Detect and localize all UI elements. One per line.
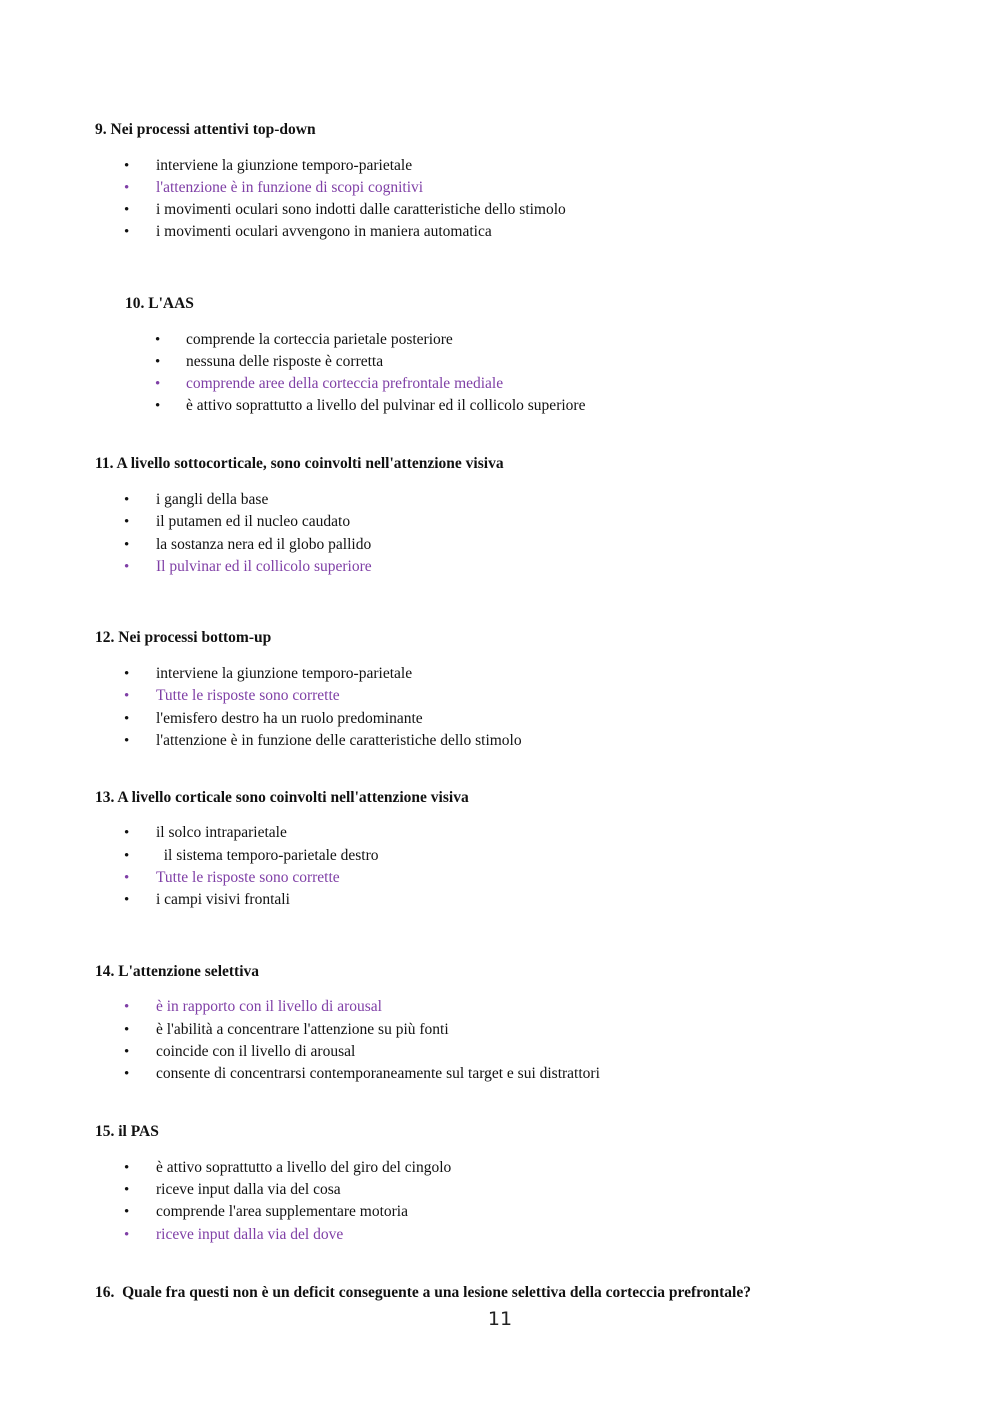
bullet-icon: • bbox=[124, 999, 130, 1015]
bullet-icon: • bbox=[124, 848, 130, 864]
bullet-icon: • bbox=[155, 332, 161, 348]
bullet-icon: • bbox=[124, 158, 130, 174]
bullet-icon: • bbox=[124, 892, 130, 908]
bullet-icon: • bbox=[155, 398, 161, 414]
bullet-icon: • bbox=[124, 733, 130, 749]
bullet-icon: • bbox=[124, 492, 130, 508]
bullet-icon: • bbox=[124, 1182, 130, 1198]
bullet-icon: • bbox=[124, 1066, 130, 1082]
bullet-icon: • bbox=[124, 559, 130, 575]
bullet-icon: • bbox=[124, 1160, 130, 1176]
page-number: 11 bbox=[487, 1308, 513, 1330]
bullet-icon: • bbox=[155, 354, 161, 370]
question-title: 11. A livello sottocorticale, sono coinvolti nell'attenzione visiva bbox=[95, 455, 504, 472]
bullet-icon: • bbox=[124, 202, 130, 218]
question-title: 13. A livello corticale sono coinvolti nell'attenzione visiva bbox=[95, 789, 469, 806]
question-title: 10. L'AAS bbox=[125, 295, 194, 312]
bullet-icon: • bbox=[124, 1022, 130, 1038]
bullet-icon: • bbox=[124, 537, 130, 553]
bullet-icon: • bbox=[124, 711, 130, 727]
bullet-icon: • bbox=[124, 224, 130, 240]
bullet-icon: • bbox=[124, 1044, 130, 1060]
question-title: 9. Nei processi attentivi top-down bbox=[95, 121, 316, 138]
bullet-icon: • bbox=[124, 514, 130, 530]
question-title: 12. Nei processi bottom-up bbox=[95, 629, 272, 646]
question-title: 16. Quale fra questi non è un deficit conseguente a una lesione selettiva della corteccia prefrontale? bbox=[95, 1284, 751, 1301]
bullet-icon: • bbox=[124, 688, 130, 704]
question-title: 15. il PAS bbox=[95, 1123, 159, 1140]
question-title: 14. L'attenzione selettiva bbox=[95, 963, 260, 980]
bullet-icon: • bbox=[124, 1227, 130, 1243]
bullet-icon: • bbox=[124, 870, 130, 886]
bullet-icon: • bbox=[124, 180, 130, 196]
bullet-icon: • bbox=[124, 825, 130, 841]
bullet-icon: • bbox=[124, 666, 130, 682]
bullet-icon: • bbox=[124, 1204, 130, 1220]
bullet-icon: • bbox=[155, 376, 161, 392]
